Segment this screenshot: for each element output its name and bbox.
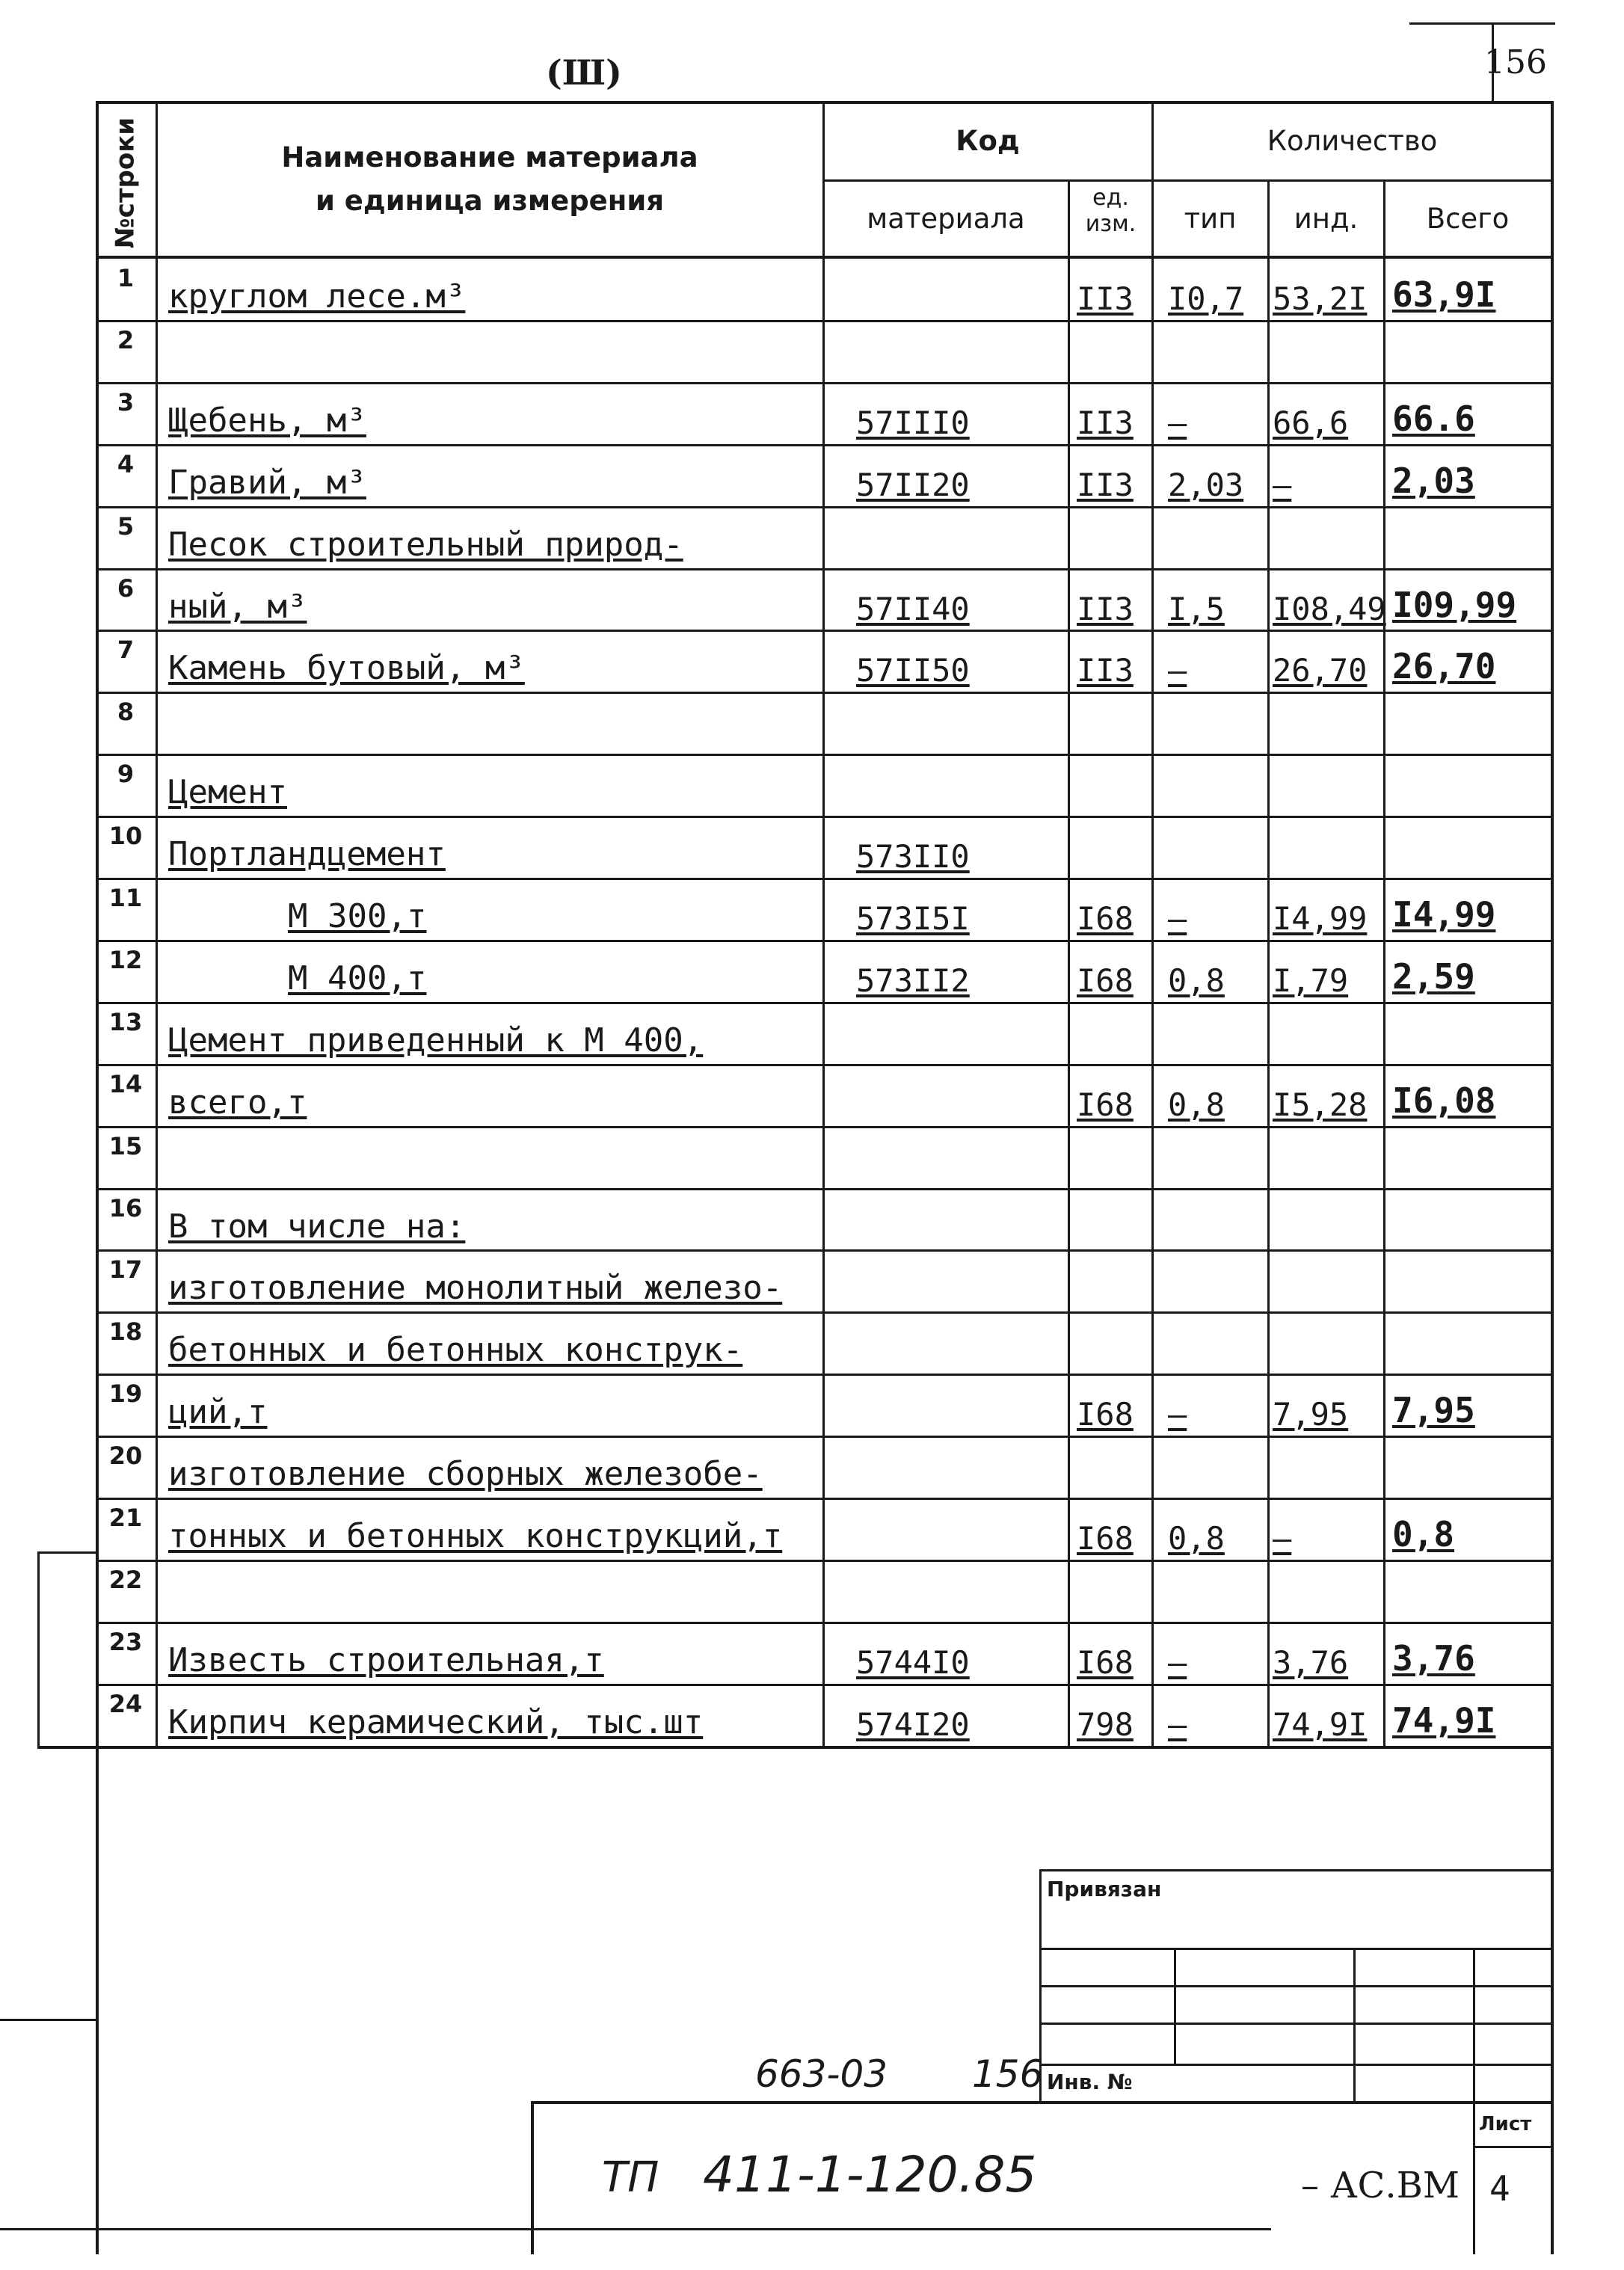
row-number: 12: [108, 946, 143, 974]
row-number: 21: [108, 1504, 143, 1532]
section-mark: (Ш): [546, 52, 622, 93]
row-number-header: №строки: [110, 117, 141, 249]
qty-total: 3,76: [1392, 1638, 1475, 1679]
row-divider: [96, 754, 1552, 756]
unit-code: I68: [1077, 1086, 1134, 1123]
row-number: 4: [117, 450, 135, 479]
qty-type: –: [1168, 405, 1187, 441]
row-divider: [96, 1436, 1552, 1438]
unit-code: II3: [1077, 467, 1134, 503]
unit-code: I68: [1077, 1396, 1134, 1433]
qty-total: 66.6: [1392, 399, 1475, 439]
material-name: Кирпич керамический, тыс.шт: [168, 1703, 704, 1741]
unit-code: I68: [1077, 1520, 1134, 1557]
row-number: 6: [117, 574, 135, 603]
row-divider: [96, 1622, 1552, 1624]
unit-code: II3: [1077, 652, 1134, 689]
unit-code: 798: [1077, 1706, 1134, 1743]
qty-ind: 7,95: [1273, 1396, 1349, 1433]
row-number: 15: [108, 1132, 143, 1160]
qty-total: I6,08: [1392, 1080, 1496, 1121]
row-divider: [96, 1249, 1552, 1252]
row-number: 2: [117, 326, 135, 354]
row-number: 24: [108, 1690, 143, 1718]
material-name: Портландцемент: [168, 835, 446, 873]
row-divider: [96, 382, 1552, 384]
designation: – АС.ВМ: [1301, 2165, 1460, 2206]
unit-code: I68: [1077, 1644, 1134, 1681]
row-divider: [96, 940, 1552, 942]
material-name: Гравий, м³: [168, 464, 366, 502]
qty-type: –: [1168, 652, 1187, 689]
qty-type: 0,8: [1168, 1520, 1225, 1557]
row-divider: [96, 1002, 1552, 1004]
material-name: изготовление монолитный железо-: [168, 1269, 783, 1307]
qty-total: 74,9I: [1392, 1700, 1496, 1741]
name-header-line2: и единица измерения: [315, 185, 665, 217]
material-name: Цемент приведенный к М 400,: [168, 1021, 704, 1059]
qty-ind: 74,9I: [1273, 1706, 1368, 1743]
row-number: 16: [108, 1194, 143, 1222]
code-unit-header: ед. изм.: [1085, 185, 1137, 237]
material-code: 57III0: [856, 405, 970, 441]
row-number: 20: [108, 1442, 143, 1470]
qty-type: 0,8: [1168, 962, 1225, 999]
row-divider: [96, 1560, 1552, 1562]
qty-ind: 26,70: [1273, 652, 1368, 689]
row-number: 3: [117, 388, 135, 416]
qty-total: 2,03: [1392, 461, 1475, 501]
handwritten-code: 663-03: [755, 2052, 888, 2096]
qty-total: 26,70: [1392, 646, 1496, 686]
row-number: 18: [108, 1317, 143, 1346]
sheet-label: Лист: [1479, 2113, 1532, 2135]
material-code: 574I20: [856, 1706, 970, 1743]
qty-type: –: [1168, 1644, 1187, 1681]
row-divider: [96, 568, 1552, 570]
row-number: 13: [108, 1008, 143, 1036]
row-number: 9: [117, 760, 135, 788]
qty-total-header: Всего: [1426, 203, 1510, 235]
qty-ind: I,79: [1273, 962, 1349, 999]
row-number: 19: [108, 1379, 143, 1408]
row-divider: [96, 1498, 1552, 1500]
row-divider: [96, 1064, 1552, 1066]
unit-code: II3: [1077, 405, 1134, 441]
qty-type: –: [1168, 900, 1187, 937]
row-number: 5: [117, 512, 135, 541]
row-number: 17: [108, 1255, 143, 1284]
qty-ind: I08,49: [1273, 591, 1386, 627]
qty-total: 2,59: [1392, 956, 1475, 997]
unit-code: I68: [1077, 962, 1134, 999]
qty-ind: –: [1273, 467, 1292, 503]
qty-type: 0,8: [1168, 1086, 1225, 1123]
unit-code: I68: [1077, 900, 1134, 937]
row-divider: [96, 506, 1552, 508]
material-code: 573I5I: [856, 900, 970, 937]
name-header-line1: Наименование материала: [281, 141, 698, 173]
handwritten-number: 156: [972, 2052, 1044, 2096]
row-number: 23: [108, 1628, 143, 1656]
project-code: 411-1-120.85: [703, 2146, 1037, 2203]
privyazan-label: Привязан: [1047, 1877, 1162, 1901]
row-divider: [96, 1746, 1552, 1748]
row-number: 14: [108, 1070, 143, 1098]
row-divider: [96, 1311, 1552, 1314]
qty-ind-header: инд.: [1294, 203, 1359, 235]
material-name: изготовление сборных железобе-: [168, 1455, 763, 1493]
qty-total: I4,99: [1392, 894, 1496, 935]
qty-total: I09,99: [1392, 585, 1517, 625]
material-name: М 300,т: [288, 897, 427, 935]
unit-code: II3: [1077, 280, 1134, 317]
material-name: Известь строительная,т: [168, 1641, 604, 1679]
row-number: 11: [108, 884, 143, 912]
qty-ind: –: [1273, 1520, 1292, 1557]
qty-total: 0,8: [1392, 1514, 1455, 1554]
sheet-number: 4: [1489, 2168, 1510, 2209]
row-number: 22: [108, 1566, 143, 1594]
row-divider: [96, 692, 1552, 694]
material-name: Щебень, м³: [168, 402, 366, 440]
project-prefix: ТП: [602, 2153, 659, 2202]
row-divider: [96, 1684, 1552, 1686]
row-divider: [96, 1126, 1552, 1128]
material-name: Песок строительный природ-: [168, 526, 683, 564]
qty-type: –: [1168, 1706, 1187, 1743]
material-name: тонных и бетонных конструкций,т: [168, 1517, 783, 1555]
material-code: 573II0: [856, 838, 970, 875]
qty-ind: I4,99: [1273, 900, 1368, 937]
material-name: круглом лесе.м³: [168, 277, 466, 316]
qty-type: I0,7: [1168, 280, 1244, 317]
row-divider: [96, 878, 1552, 880]
material-name: ций,т: [168, 1393, 268, 1431]
material-name: В том числе на:: [168, 1208, 466, 1246]
code-header: Код: [956, 125, 1020, 157]
row-divider: [96, 1374, 1552, 1376]
material-code: 57II20: [856, 467, 970, 503]
qty-type: 2,03: [1168, 467, 1244, 503]
qty-total: 7,95: [1392, 1390, 1475, 1430]
qty-type: I,5: [1168, 591, 1225, 627]
material-name: Цемент: [168, 773, 287, 811]
row-number: 7: [117, 636, 135, 664]
row-number: 8: [117, 698, 135, 726]
material-name: бетонных и бетонных конструк-: [168, 1331, 743, 1369]
qty-ind: I5,28: [1273, 1086, 1368, 1123]
qty-ind: 66,6: [1273, 405, 1349, 441]
material-code: 57II40: [856, 591, 970, 627]
row-divider: [96, 320, 1552, 322]
material-code: 5744I0: [856, 1644, 970, 1681]
row-divider: [96, 444, 1552, 446]
row-divider: [96, 630, 1552, 632]
inv-no-label: Инв. №: [1047, 2070, 1133, 2094]
material-code: 573II2: [856, 962, 970, 999]
material-code: 57II50: [856, 652, 970, 689]
row-number: 1: [117, 264, 135, 292]
qty-ind: 3,76: [1273, 1644, 1349, 1681]
qty-type: –: [1168, 1396, 1187, 1433]
page-number: 156: [1484, 43, 1547, 81]
material-name: Камень бутовый, м³: [168, 649, 525, 687]
qty-total: 63,9I: [1392, 274, 1496, 315]
row-divider: [96, 816, 1552, 818]
material-name: ный, м³: [168, 588, 307, 626]
qty-ind: 53,2I: [1273, 280, 1368, 317]
code-material-header: материала: [867, 203, 1025, 235]
row-number: 10: [108, 822, 143, 850]
quantity-header: Количество: [1267, 125, 1438, 157]
qty-type-header: тип: [1184, 203, 1237, 235]
material-name: М 400,т: [288, 959, 427, 997]
material-name: всего,т: [168, 1083, 307, 1122]
row-divider: [96, 1188, 1552, 1190]
unit-code: II3: [1077, 591, 1134, 627]
